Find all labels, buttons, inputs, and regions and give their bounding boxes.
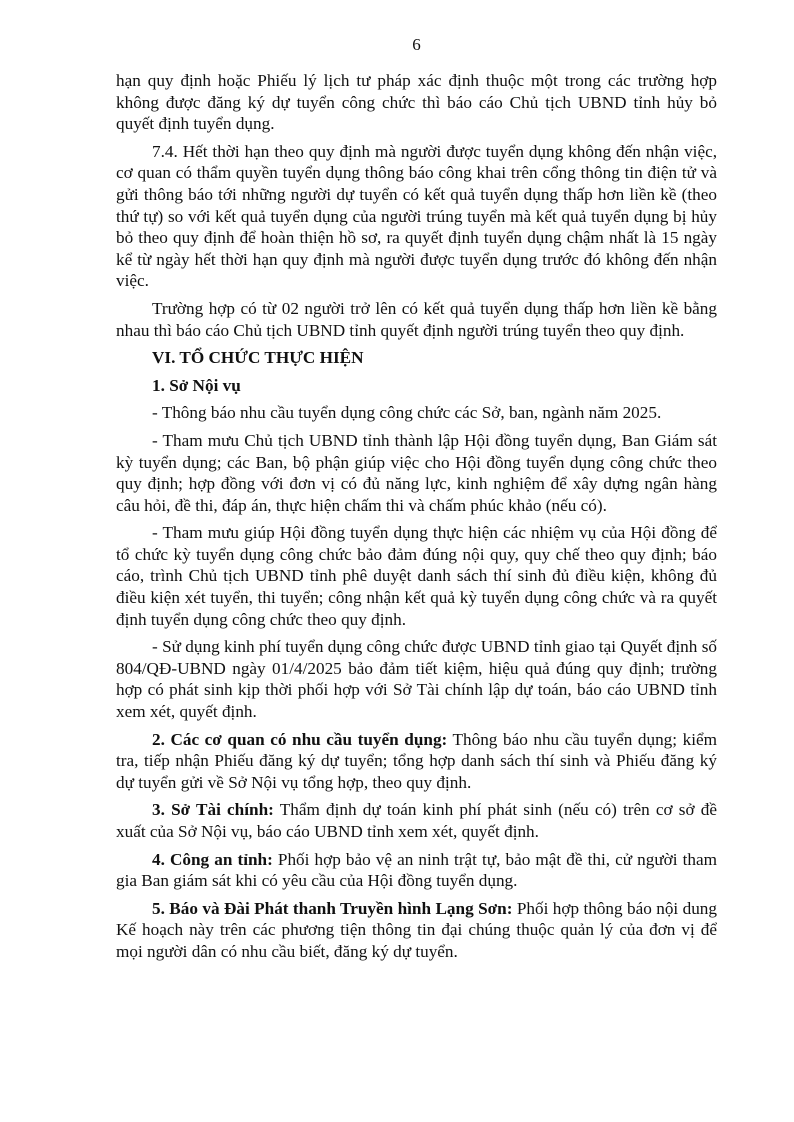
- text-recruiting-agencies: Thông báo nhu cầu tuyển dụng; kiểm tra, tiếp nhận Phiếu đăng ký dự tuyển; tổng hợp danh sách thí sinh và Phiếu đăng ký dự tuyển gửi về Sở Nội vụ tổng hợp, theo quy định.: [116, 729, 717, 792]
- home-affairs-item-3: - Tham mưu giúp Hội đồng tuyển dụng thực hiện các nhiệm vụ của Hội đồng để tổ chức kỳ tuyển dụng công chức bảo đảm đúng nội quy, quy chế theo quy định; báo cáo, trình Chủ tịch UBND tỉnh phê duyệt danh sách thí sinh đủ điều kiện, không đủ điều kiện xét tuyển, thi tuyển; công nhận kết quả kỳ tuyển dụng công chức và ra quyết định tuyển dụng công chức theo quy định.: [116, 523, 717, 629]
- text-finance-dept: Thẩm định dự toán kinh phí phát sinh (nếu có) trên cơ sở đề xuất của Sở Nội vụ, báo cáo UBND tỉnh xem xét, quyết định.: [116, 800, 717, 841]
- lead-police: 4. Công an tỉnh:: [152, 849, 273, 869]
- lead-recruiting-agencies: 2. Các cơ quan có nhu cầu tuyển dụng:: [152, 729, 448, 749]
- text-police: Phối hợp bảo vệ an ninh trật tự, bảo mật đề thi, cử người tham gia Ban giám sát khi có yêu cầu của Hội đồng tuyển dụng.: [116, 849, 717, 891]
- paragraph-finance-dept: [116, 799, 717, 842]
- paragraph-media: [116, 898, 717, 963]
- home-affairs-item-4: - Sử dụng kinh phí tuyển dụng công chức được UBND tỉnh giao tại Quyết định số 804/QĐ-UBND ngày 01/4/2025 bảo đảm tiết kiệm, hiệu quả đúng quy định; trường hợp có phát sinh kịp thời phối hợp với Sở Tài chính lập dự toán, báo cáo UBND tỉnh xem xét, quyết định.: [116, 637, 717, 722]
- page-number: 6: [412, 35, 421, 54]
- home-affairs-item-1: - Thông báo nhu cầu tuyển dụng công chức các Sở, ban, ngành năm 2025.: [152, 403, 662, 423]
- lead-media: 5. Báo và Đài Phát thanh Truyền hình Lạng Sơn:: [152, 898, 513, 918]
- paragraph-recruiting-agencies: [116, 729, 717, 794]
- text-media: Phối hợp thông báo nội dung Kế hoạch này trên các phương tiện thông tin đại chúng thuộc quản lý của đơn vị để mọi người dân có nhu cầu biết, đăng ký dự tuyển.: [116, 898, 717, 961]
- paragraph-tie-case: Trường hợp có từ 02 người trở lên có kết quả tuyển dụng thấp hơn liền kề bằng nhau thì báo cáo Chủ tịch UBND tỉnh quyết định người trúng tuyển theo quy định.: [116, 298, 717, 340]
- subsection-heading-home-affairs: 1. Sở Nội vụ: [152, 375, 241, 395]
- home-affairs-item-2: - Tham mưu Chủ tịch UBND tỉnh thành lập Hội đồng tuyển dụng, Ban Giám sát kỳ tuyển dụng; các Ban, bộ phận giúp việc cho Hội đồng tuyển dụng công chức theo quy định; hợp đồng với đơn vị có đủ năng lực, kinh nghiệm để xây dựng ngân hàng câu hỏi, đề thi, đáp án, thực hiện chấm thi và chấm phúc khảo (nếu có).: [116, 430, 717, 515]
- lead-finance-dept: 3. Sở Tài chính:: [152, 800, 274, 820]
- paragraph-cancel-decision: hạn quy định hoặc Phiếu lý lịch tư pháp xác định thuộc một trong các trường hợp không được đăng ký dự tuyển công chức thì báo cáo Chủ tịch UBND tỉnh hủy bỏ quyết định tuyển dụng.: [116, 71, 717, 134]
- paragraph-police: [116, 849, 717, 892]
- section-heading: VI. TỔ CHỨC THỰC HIỆN: [152, 348, 364, 368]
- paragraph-7-4: 7.4. Hết thời hạn theo quy định mà người được tuyển dụng không đến nhận việc, cơ quan có thẩm quyền tuyển dụng thông báo công khai trên cổng thông tin điện tử và gửi thông báo tới những người dự tuyển có kết quả tuyển dụng thấp hơn liền kề (theo thứ tự) so với kết quả tuyển dụng của người trúng tuyển mà kết quả tuyển dụng bị hủy bỏ theo quy định để hoàn thiện hồ sơ, ra quyết định tuyển dụng chậm nhất là 15 ngày kể từ ngày hết thời hạn quy định mà người được tuyển dụng trước đó không đến nhận việc.: [116, 141, 717, 291]
